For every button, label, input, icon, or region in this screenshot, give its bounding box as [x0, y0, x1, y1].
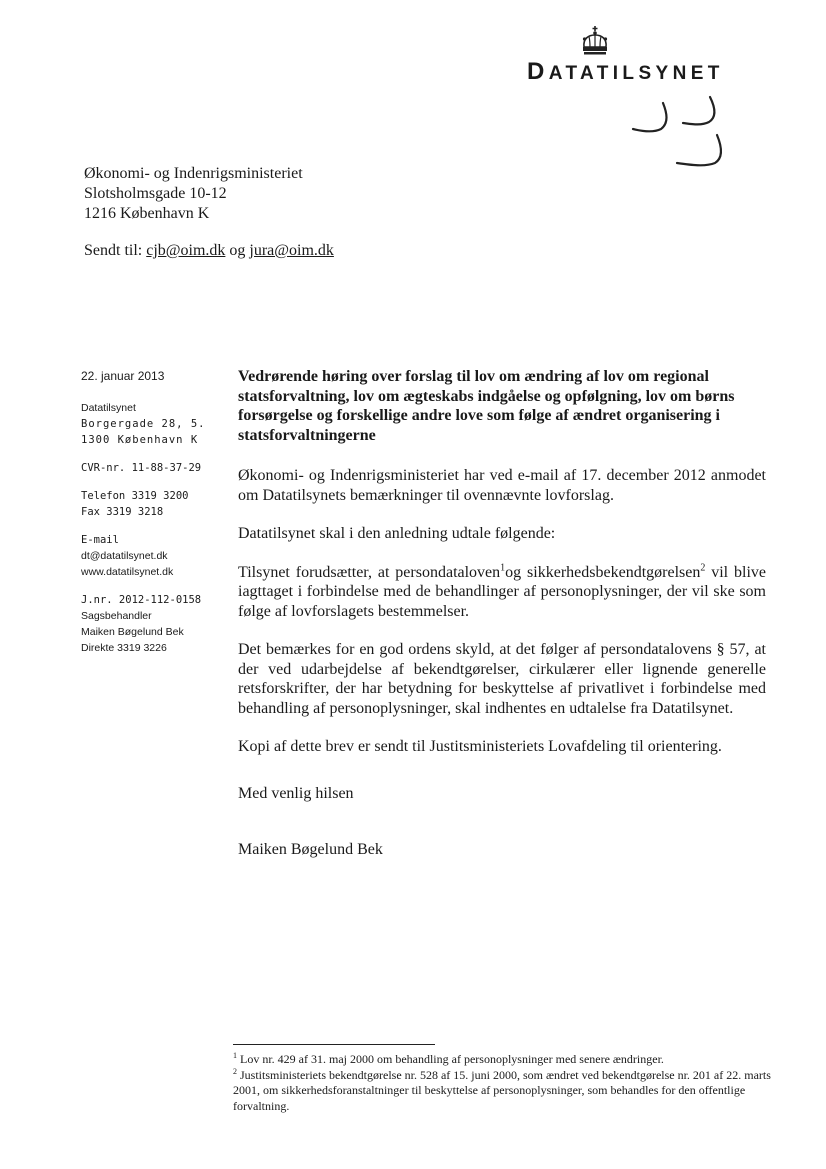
email-link-cjb[interactable]: cjb@oim.dk: [146, 242, 226, 259]
case-handler-name: Maiken Bøgelund Bek: [81, 626, 184, 638]
cvr-number: CVR-nr. 11-88-37-29: [81, 462, 202, 474]
paragraph-2: Datatilsynet skal i den anledning udtale følgende:: [238, 525, 556, 542]
letter-date: 22. januar 2013: [81, 369, 165, 383]
signature-name: Maiken Bøgelund Bek: [238, 841, 383, 858]
sent-to-line: [84, 242, 334, 260]
sender-address: [81, 400, 205, 448]
letter-body: [238, 367, 766, 860]
sender-org: Datatilsynet: [81, 402, 136, 414]
sender-street: Borgergade 28, 5.: [81, 418, 206, 430]
phone-number: Telefon 3319 3200: [81, 490, 189, 502]
footnotes: [233, 1052, 773, 1114]
sent-to-joiner: og: [225, 242, 250, 259]
case-info: [81, 592, 205, 656]
closing-greeting: Med venlig hilsen: [238, 784, 354, 802]
footnote-divider: [233, 1044, 435, 1045]
fax-number: Fax 3319 3218: [81, 506, 164, 518]
footnote-ref-2: 2: [700, 562, 706, 574]
footnote-2: $^2$ Justitsministeriets bekendtgørelse nr. 528 af 15. juni 2000, som ændret ved bekendtgørelse nr. 201 af 22. marts 2001, om sikkerhedsforanstaltninger til beskyttelse af personoplysninger, som behandles for den offentlige forvaltning.: [233, 1066, 771, 1113]
sender-website: www.datatilsynet.dk: [81, 566, 174, 578]
footnote-1: $^1$ Lov nr. 429 af 31. maj 2000 om behandling af personoplysninger med senere ændringer.: [233, 1051, 664, 1066]
sender-email: dt@datatilsynet.dk: [81, 550, 168, 562]
crown-logo-icon: [580, 25, 610, 57]
recipient-address: [84, 164, 303, 224]
letter-subject: Vedrørende høring over forslag til lov om ændring af lov om regional statsforvaltning, lov om ægteskabs indgåelse og opfølgning, lov om børns forsørgelse og forskellige andre love som følge af ændret organisering i statsforvaltningerne: [238, 368, 735, 444]
email-label: E-mail: [81, 534, 119, 546]
email-link-jura[interactable]: jura@oim.dk: [249, 242, 334, 259]
paragraph-1: Økonomi- og Indenrigsministeriet har ved e-mail af 17. december 2012 anmodet om Datatilsynets bemærkninger til ovennævnte lovforslag.: [238, 467, 766, 504]
paragraph-5: Kopi af dette brev er sendt til Justitsministeriets Lovafdeling til orientering.: [238, 738, 722, 755]
footnote-ref-1: 1: [500, 562, 506, 574]
sender-info-sidebar: [81, 368, 205, 668]
sender-city: 1300 København K: [81, 434, 199, 446]
journal-number: J.nr. 2012-112-0158: [81, 594, 202, 606]
paragraph-4: Det bemærkes for en god ordens skyld, at det følger af persondatalovens § 57, at der ved udarbejdelse af bekendtgørelser, cirkulærer eller lignende generelle retsforskrifter, der har betydning for beskyttelse af privatlivet i forbindelse med behandling af personoplysninger, skal indhentes en udtalelse fra Datatilsynet.: [238, 641, 766, 717]
paragraph-3: Tilsynet forudsætter, at persondataloven$^1$og sikkerhedsbekendtgørelsen$^2$ vil blive iagttaget i forbindelse med de behandlinger af personoplysninger, der vil ske som følge af lovforslagets bestemmelser.: [238, 562, 766, 620]
contact-online: [81, 532, 205, 580]
handwritten-initials: [625, 95, 735, 180]
direct-phone: Direkte 3319 3226: [81, 642, 167, 654]
sent-to-label: Sendt til:: [84, 242, 147, 259]
phone-fax: [81, 488, 205, 520]
recipient-name: Økonomi- og Indenrigsministeriet: [84, 165, 303, 182]
recipient-city: 1216 København K: [84, 205, 210, 222]
recipient-street: Slotsholmsgade 10-12: [84, 185, 227, 202]
case-handler-label: Sagsbehandler: [81, 610, 152, 622]
organization-logo-text: DATATILSYNET: [527, 58, 724, 85]
